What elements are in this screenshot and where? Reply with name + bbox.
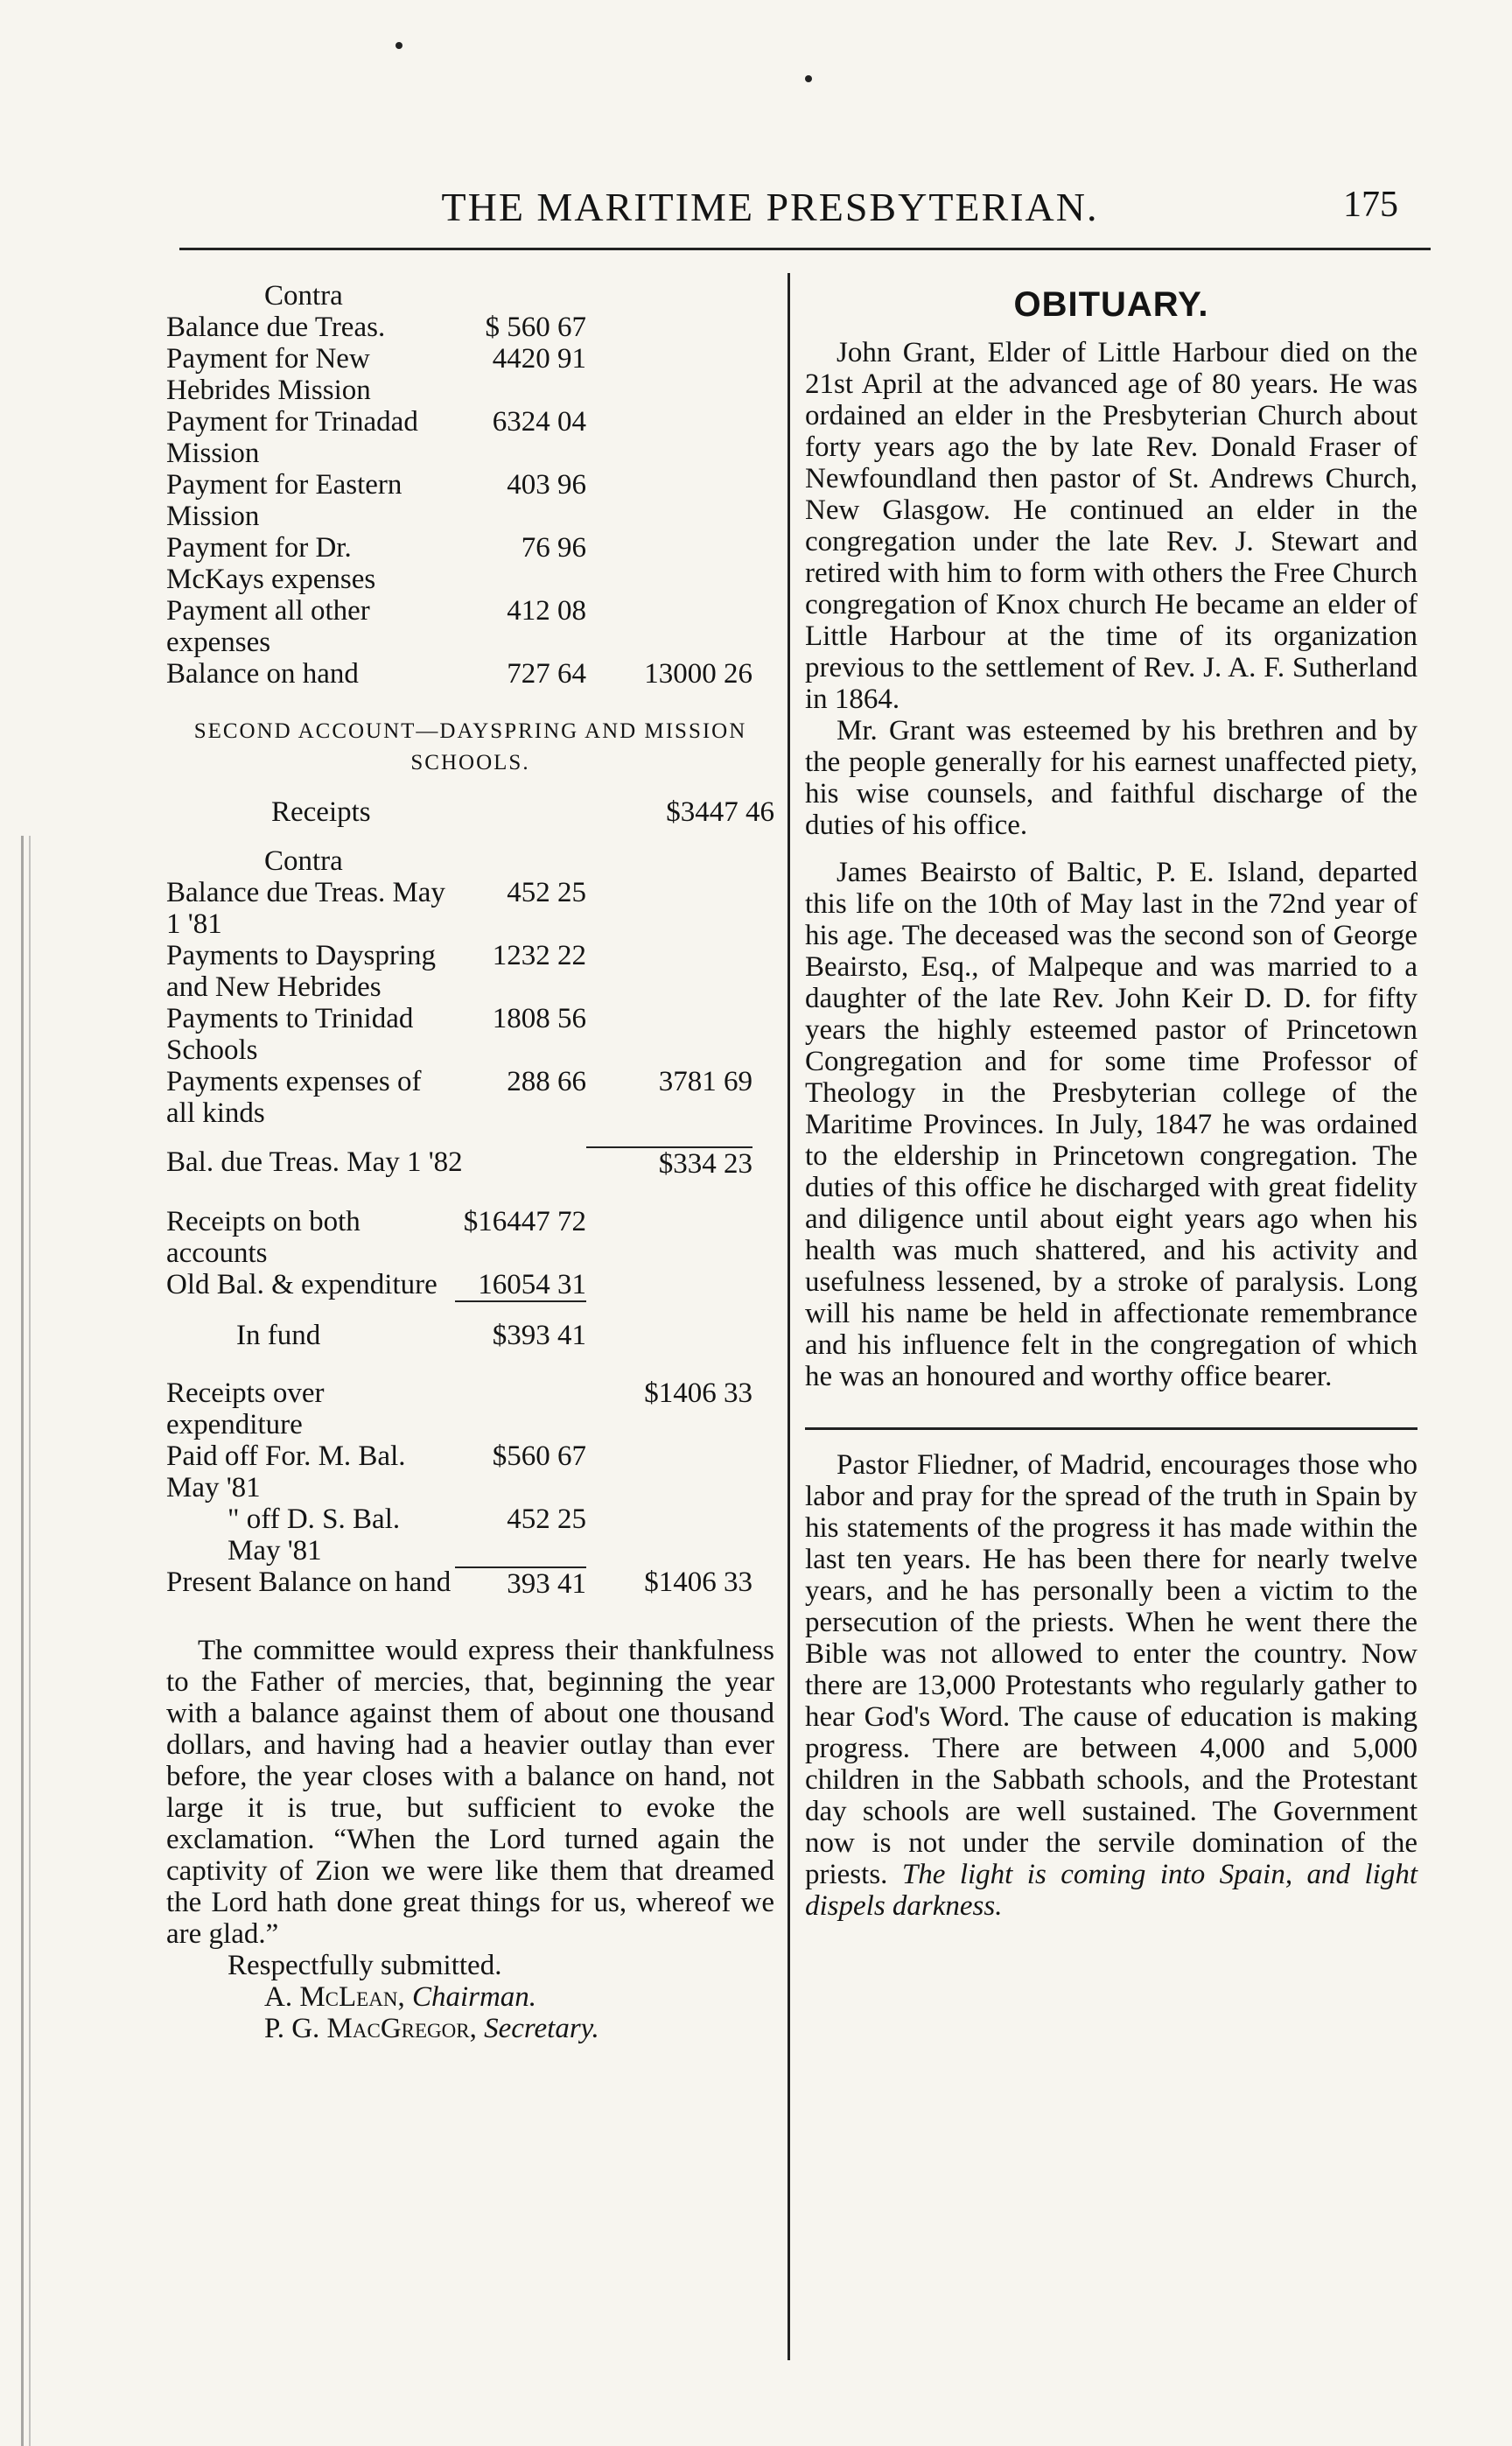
account-row-amount: 288 66 xyxy=(507,1066,586,1097)
present-balance-amount: 393 41 xyxy=(455,1566,586,1600)
account-row-amount: 412 08 xyxy=(507,595,586,627)
account-row-amount: 403 96 xyxy=(507,469,586,501)
account-row xyxy=(166,658,774,690)
account-row-amount: 4420 91 xyxy=(492,343,586,375)
receipts-over-row xyxy=(166,1377,774,1440)
page-number: 175 xyxy=(1343,185,1398,225)
old-balance-amount: 16054 31 xyxy=(455,1269,586,1302)
receipts-both-amount: $16447 72 xyxy=(463,1206,586,1237)
second-account-rows xyxy=(166,877,774,1129)
receipts-both-row xyxy=(166,1206,774,1269)
old-balance-row xyxy=(166,1269,774,1302)
receipts-both-label: Receipts on both accounts xyxy=(166,1206,360,1269)
obituary-title: OBITUARY. xyxy=(1013,285,1209,324)
chairman-name: A. McLean, xyxy=(264,1981,405,2013)
obituary-beairsto: James Beairsto of Baltic, P. E. Island, departed this life on the 10th of May last in the 72nd year of his age. The deceased was the second son of George Beairsto, Esq., of Malpeque and was married to a daughter of the late Rev. John Keir D. D. for fifty years the highly esteemed pastor of Princetown Congregation and for some time Professor of Theology in the Presbyterian college of the Maritime Provinces. In July, 1847 he was ordained to the eldership in Princetown congregation. The duties of this office he discharged with great fidelity and diligence until about eight years ago when his health was much shattered, and his activity and usefulness lessened, by a stroke of paralysis. Long will his name be held in affectionate remembrance and his influence felt in the congregation of which he was an honoured and worthy office bearer. xyxy=(805,857,1418,1392)
account-row xyxy=(166,877,774,940)
account-row-desc: Balance on hand xyxy=(166,658,359,690)
account-row-amount: 76 96 xyxy=(521,532,586,564)
receipts-label: Receipts xyxy=(271,796,371,828)
account-row xyxy=(166,469,774,532)
account-row-amount: $ 560 67 xyxy=(485,312,586,343)
account-row-desc: Payment for Eastern Mission xyxy=(166,469,402,532)
binding-margin xyxy=(21,836,31,2446)
committee-paragraph: The committee would express their thankfulness to the Father of mercies, that, beginning the year with a balance against them of about one thousand dollars, and having had a heavier outlay than ever before, the year closes with a balance on hand, not large it is true, but sufficient to evoke the exclamation. “When the Lord turned again the captivity of Zion we were like them that dreamed the Lord hath done great things for us, whereof we are glad.” xyxy=(166,1635,774,1950)
chairman-role: Chairman. xyxy=(411,1981,537,2013)
account-row xyxy=(166,343,774,406)
receipts-row xyxy=(166,796,774,828)
account-row-amount: 6324 04 xyxy=(492,406,586,438)
receipts-over-amount: $1406 33 xyxy=(644,1377,752,1409)
account-row-amount: 727 64 xyxy=(507,658,586,690)
column-divider xyxy=(788,273,790,2360)
account-row-amount: 452 25 xyxy=(507,877,586,908)
first-account xyxy=(166,280,774,1600)
header-rule xyxy=(179,248,1431,250)
account-row-desc: Payment for Trinadad Mission xyxy=(166,406,418,469)
account-row-desc: Payment for Dr. McKays expenses xyxy=(166,532,376,595)
balance-due-row xyxy=(166,1146,774,1180)
in-fund-label: In fund xyxy=(236,1320,321,1351)
account-row-desc: Payments to Trinidad Schools xyxy=(166,1003,414,1066)
off-ds-row xyxy=(166,1503,774,1566)
sign-off: Respectfully submitted. xyxy=(228,1950,502,1981)
account-row-amount: 1808 56 xyxy=(492,1003,586,1034)
receipts-over-label: Receipts over expenditure xyxy=(166,1377,325,1440)
obituary-grant: John Grant, Elder of Little Harbour died on the 21st April at the advanced age of 80 years. He was ordained an elder in the Presbyterian Church about forty years ago the by late Rev. Donald Fraser of Newfoundland then pastor of St. Andrews Church, New Glasgow. He continued an elder in the congregation under the late Rev. J. Stewart and retired with him to form with others the Free Church congregation of Knox church He became an elder of Little Harbour at the time of its organization previous to the settlement of Rev. J. A. F. Sutherland in 1864. xyxy=(805,337,1418,715)
present-balance-row xyxy=(166,1566,774,1600)
secretary-role: Secretary. xyxy=(484,2013,599,2044)
account-row-amount: 1232 22 xyxy=(492,940,586,971)
in-fund-amount: $393 41 xyxy=(492,1320,586,1351)
second-account-heading: SECOND ACCOUNT—DAYSPRING AND MISSION SCHOOLS. xyxy=(193,719,747,774)
speck-mark xyxy=(805,75,812,82)
right-column xyxy=(805,280,1418,1922)
balance-due-label: Bal. due Treas. May 1 '82 xyxy=(166,1146,463,1178)
contra-heading: Contra xyxy=(264,280,343,312)
account-row-desc: Payments expenses of all kinds xyxy=(166,1066,422,1129)
account-row xyxy=(166,312,774,343)
running-head: THE MARITIME PRESBYTERIAN. xyxy=(441,185,1099,229)
present-balance-total: $1406 33 xyxy=(644,1566,752,1598)
account-row-total: 13000 26 xyxy=(644,658,752,690)
speck-mark xyxy=(396,42,402,49)
account-row xyxy=(166,532,774,595)
spain-closing: The light is coming into Spain, and light dispels darkness. xyxy=(805,1859,1418,1922)
section-rule xyxy=(805,1427,1418,1430)
left-column xyxy=(166,280,774,2044)
spain-paragraph xyxy=(805,1449,1418,1922)
present-balance-label: Present Balance on hand xyxy=(166,1566,452,1598)
in-fund-row xyxy=(166,1320,774,1351)
old-balance-label: Old Bal. & expenditure xyxy=(166,1269,438,1300)
balance-due-amount: $334 23 xyxy=(586,1146,752,1180)
spain-text: Pastor Fliedner, of Madrid, encourages those who labor and pray for the spread of the truth in Spain by his statements of the progress it has made within the last ten years. He has been there for nearly twelve years, and he has personally been a victim to the persecution of the priests. When he went there the Bible was not allowed to enter the country. Now there are 13,000 Protestants who regularly gather to hear God's Word. The cause of education is making progress. There are between 4,000 and 5,000 children in the Sabbath schools, and the Protestant day schools are well sustained. The Government now is not under the servile domination of the priests. xyxy=(805,1449,1418,1890)
secretary-name: P. G. MacGregor, xyxy=(264,2013,477,2044)
paid-off-row xyxy=(166,1440,774,1503)
chairman-line xyxy=(166,1981,774,2013)
off-ds-amount: 452 25 xyxy=(507,1503,586,1535)
account-row-desc: Balance due Treas. May 1 '81 xyxy=(166,877,445,940)
paid-off-label: Paid off For. M. Bal. May '81 xyxy=(166,1440,406,1503)
obituary-grant-esteem: Mr. Grant was esteemed by his brethren and by the people generally for his earnest unaffected piety, his wise counsels, and faithful discharge of the duties of his office. xyxy=(805,715,1418,841)
off-ds-label: " off D. S. Bal. May '81 xyxy=(228,1503,401,1566)
account-row-desc: Payment for New Hebrides Mission xyxy=(166,343,371,406)
account-row xyxy=(166,1003,774,1066)
paid-off-amount: $560 67 xyxy=(492,1440,586,1472)
account-row-desc: Payments to Dayspring and New Hebrides xyxy=(166,940,436,1003)
account-row xyxy=(166,1066,774,1129)
account-row-total: 3781 69 xyxy=(658,1066,752,1097)
account-row xyxy=(166,595,774,658)
signature-block xyxy=(166,1950,774,2044)
first-account-rows xyxy=(166,312,774,690)
account-row xyxy=(166,406,774,469)
account-row-desc: Payment all other expenses xyxy=(166,595,370,658)
account-row-desc: Balance due Treas. xyxy=(166,312,386,343)
receipts-amount: $3447 46 xyxy=(666,796,774,828)
contra-heading-2: Contra xyxy=(264,845,343,877)
account-row xyxy=(166,940,774,1003)
secretary-line xyxy=(166,2013,774,2044)
